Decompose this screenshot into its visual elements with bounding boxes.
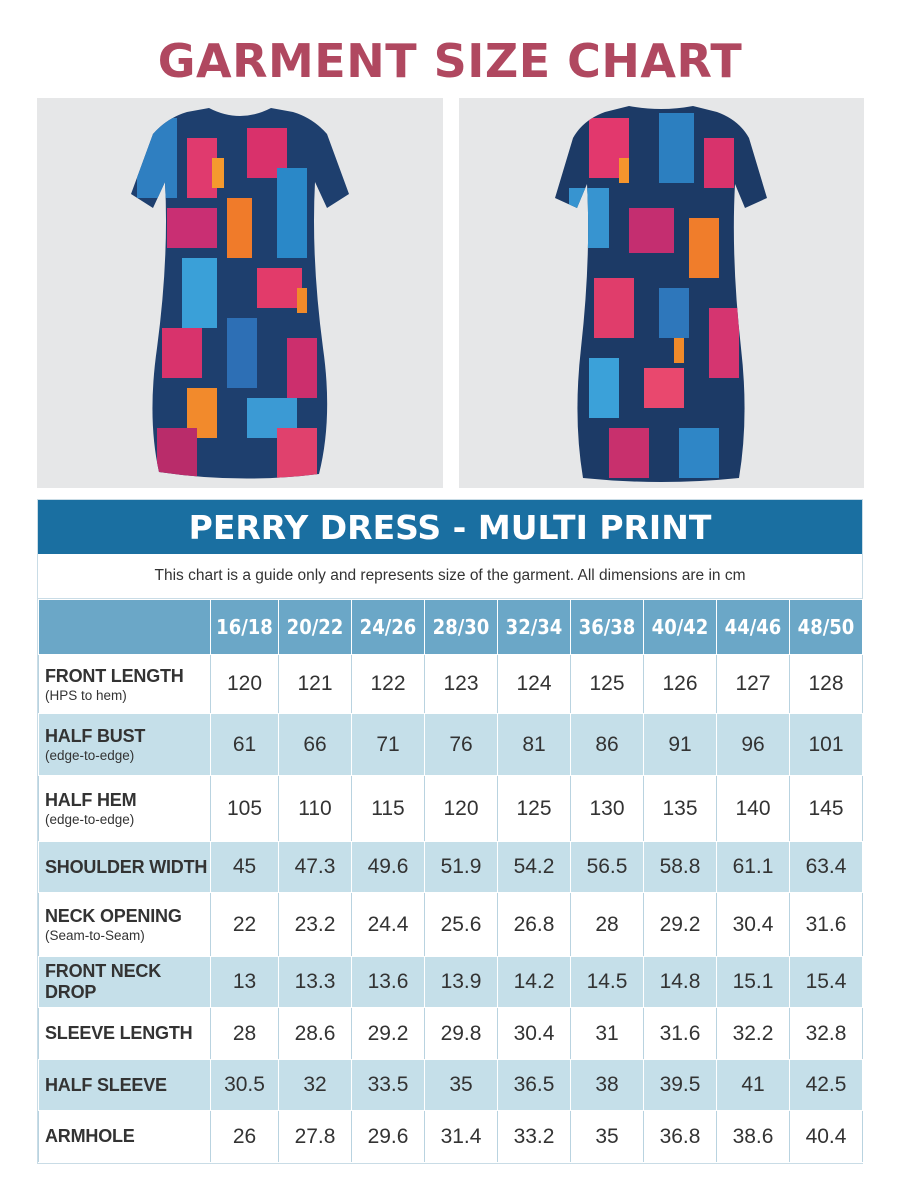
value-cell: 127 (717, 655, 790, 714)
value-cell: 120 (211, 655, 279, 714)
value-cell: 31.6 (790, 893, 863, 957)
value-cell: 128 (790, 655, 863, 714)
value-cell: 15.1 (717, 957, 790, 1008)
value-cell: 39.5 (644, 1060, 717, 1111)
value-cell: 14.2 (498, 957, 571, 1008)
measurement-note: (edge-to-edge) (45, 812, 135, 827)
row-label (39, 1060, 211, 1111)
size-header-24-26: 24/26 (352, 600, 425, 655)
value-cell: 24.4 (352, 893, 425, 957)
page-title: GARMENT SIZE CHART (157, 34, 743, 88)
size-chart (37, 499, 863, 1164)
size-header-40-42: 40/42 (644, 600, 717, 655)
value-cell: 121 (279, 655, 352, 714)
value-cell: 145 (790, 776, 863, 842)
size-header-48-50: 48/50 (790, 600, 863, 655)
value-cell: 15.4 (790, 957, 863, 1008)
dress-back-icon (459, 98, 864, 488)
value-cell: 23.2 (279, 893, 352, 957)
size-table-body (39, 655, 863, 1163)
value-cell: 29.8 (425, 1008, 498, 1060)
value-cell: 54.2 (498, 842, 571, 893)
value-cell: 122 (352, 655, 425, 714)
header-blank-cell (39, 600, 211, 655)
value-cell: 38 (571, 1060, 644, 1111)
value-cell: 29.2 (644, 893, 717, 957)
size-header-36-38: 36/38 (571, 600, 644, 655)
value-cell: 33.5 (352, 1060, 425, 1111)
row-label (39, 1111, 211, 1163)
value-cell: 71 (352, 714, 425, 776)
table-row (39, 842, 863, 893)
value-cell: 31.6 (644, 1008, 717, 1060)
value-cell: 14.5 (571, 957, 644, 1008)
value-cell: 66 (279, 714, 352, 776)
value-cell: 96 (717, 714, 790, 776)
value-cell: 32.8 (790, 1008, 863, 1060)
value-cell: 140 (717, 776, 790, 842)
table-row (39, 1008, 863, 1060)
dress-front-icon (37, 98, 443, 488)
table-row (39, 714, 863, 776)
table-row (39, 776, 863, 842)
size-header-32-34: 32/34 (498, 600, 571, 655)
chart-note: This chart is a guide only and represents size of the garment. All dimensions are in cm (38, 554, 862, 599)
value-cell: 27.8 (279, 1111, 352, 1163)
value-cell: 36.8 (644, 1111, 717, 1163)
row-label (39, 957, 211, 1008)
value-cell: 14.8 (644, 957, 717, 1008)
row-label (39, 776, 211, 842)
value-cell: 13.9 (425, 957, 498, 1008)
value-cell: 51.9 (425, 842, 498, 893)
size-table (38, 599, 863, 1163)
value-cell: 32.2 (717, 1008, 790, 1060)
measurement-name: FRONT LENGTH (45, 665, 184, 686)
row-label (39, 893, 211, 957)
value-cell: 86 (571, 714, 644, 776)
size-header-row (39, 600, 863, 655)
value-cell: 45 (211, 842, 279, 893)
value-cell: 25.6 (425, 893, 498, 957)
row-label (39, 714, 211, 776)
table-row (39, 957, 863, 1008)
size-header-16-18: 16/18 (211, 600, 279, 655)
table-row (39, 1060, 863, 1111)
measurement-note: (edge-to-edge) (45, 748, 135, 763)
value-cell: 61 (211, 714, 279, 776)
value-cell: 124 (498, 655, 571, 714)
value-cell: 30.4 (498, 1008, 571, 1060)
value-cell: 130 (571, 776, 644, 842)
value-cell: 31.4 (425, 1111, 498, 1163)
value-cell: 126 (644, 655, 717, 714)
value-cell: 61.1 (717, 842, 790, 893)
measurement-name: ARMHOLE (45, 1126, 135, 1146)
value-cell: 125 (571, 655, 644, 714)
value-cell: 105 (211, 776, 279, 842)
row-label (39, 655, 211, 714)
value-cell: 81 (498, 714, 571, 776)
value-cell: 13 (211, 957, 279, 1008)
measurement-name: SHOULDER WIDTH (45, 856, 208, 877)
row-label (39, 1008, 211, 1060)
value-cell: 63.4 (790, 842, 863, 893)
value-cell: 28 (571, 893, 644, 957)
value-cell: 125 (498, 776, 571, 842)
value-cell: 76 (425, 714, 498, 776)
measurement-name: NECK OPENING (45, 906, 182, 926)
value-cell: 26 (211, 1111, 279, 1163)
value-cell: 31 (571, 1008, 644, 1060)
value-cell: 56.5 (571, 842, 644, 893)
value-cell: 33.2 (498, 1111, 571, 1163)
chart-title: PERRY DRESS - MULTI PRINT (38, 500, 862, 554)
size-header-44-46: 44/46 (717, 600, 790, 655)
measurement-name: SLEEVE LENGTH (45, 1023, 193, 1043)
value-cell: 28 (211, 1008, 279, 1060)
measurement-name: HALF BUST (45, 726, 146, 746)
table-row (39, 655, 863, 714)
value-cell: 30.4 (717, 893, 790, 957)
dress-front-photo (37, 98, 443, 488)
value-cell: 26.8 (498, 893, 571, 957)
value-cell: 29.6 (352, 1111, 425, 1163)
value-cell: 123 (425, 655, 498, 714)
value-cell: 32 (279, 1060, 352, 1111)
value-cell: 110 (279, 776, 352, 842)
size-header-28-30: 28/30 (425, 600, 498, 655)
value-cell: 38.6 (717, 1111, 790, 1163)
value-cell: 115 (352, 776, 425, 842)
value-cell: 101 (790, 714, 863, 776)
measurement-name: FRONT NECK DROP (45, 961, 161, 1002)
size-header-20-22: 20/22 (279, 600, 352, 655)
value-cell: 58.8 (644, 842, 717, 893)
table-row (39, 1111, 863, 1163)
value-cell: 13.3 (279, 957, 352, 1008)
value-cell: 40.4 (790, 1111, 863, 1163)
row-label (39, 842, 211, 893)
table-row (39, 893, 863, 957)
value-cell: 30.5 (211, 1060, 279, 1111)
value-cell: 28.6 (279, 1008, 352, 1060)
value-cell: 22 (211, 893, 279, 957)
value-cell: 120 (425, 776, 498, 842)
measurement-note: (HPS to hem) (45, 687, 127, 703)
value-cell: 91 (644, 714, 717, 776)
value-cell: 41 (717, 1060, 790, 1111)
value-cell: 42.5 (790, 1060, 863, 1111)
measurement-name: HALF SLEEVE (45, 1074, 167, 1095)
value-cell: 135 (644, 776, 717, 842)
value-cell: 29.2 (352, 1008, 425, 1060)
value-cell: 35 (425, 1060, 498, 1111)
value-cell: 47.3 (279, 842, 352, 893)
measurement-note: (Seam-to-Seam) (45, 928, 145, 943)
value-cell: 49.6 (352, 842, 425, 893)
value-cell: 35 (571, 1111, 644, 1163)
measurement-name: HALF HEM (45, 790, 137, 810)
value-cell: 13.6 (352, 957, 425, 1008)
dress-back-photo (459, 98, 864, 488)
value-cell: 36.5 (498, 1060, 571, 1111)
